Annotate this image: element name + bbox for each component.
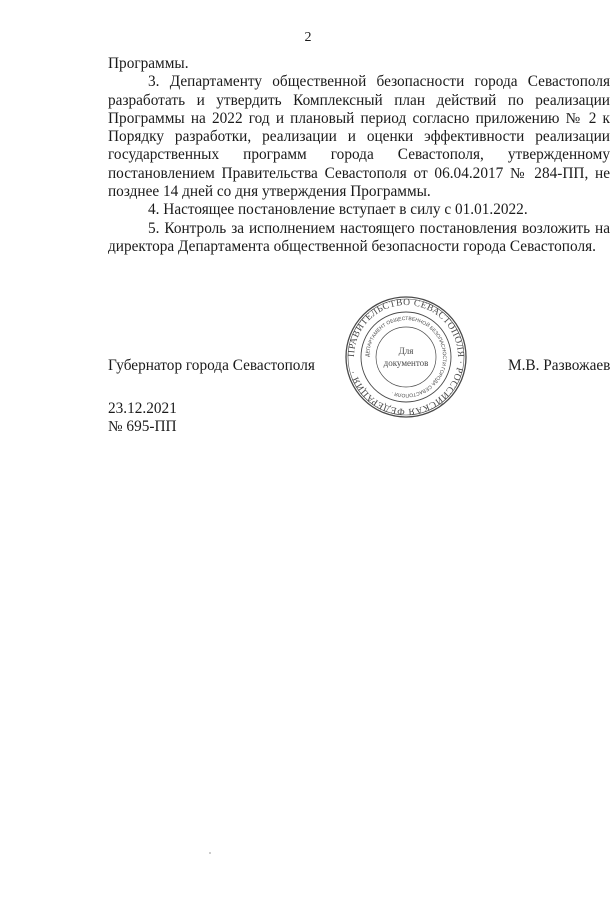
document-meta <box>108 400 177 436</box>
paragraph-continuation: Программы. <box>108 55 189 72</box>
document-date: 23.12.2021 <box>108 400 177 417</box>
seal-center-line-1: Для <box>398 346 414 356</box>
seal-inner-text: ДЕПАРТАМЕНТ ОБЩЕСТВЕННОЙ БЕЗОПАСНОСТИ ГОРОДА СЕВАСТОПОЛЯ · <box>364 315 448 399</box>
document-body <box>108 55 610 256</box>
svg-text:ДЕПАРТАМЕНТ ОБЩЕСТВЕННОЙ БЕЗОП <box>365 316 447 398</box>
official-seal-icon <box>342 296 470 418</box>
signatory-name: М.В. Развожаев <box>508 357 611 374</box>
paragraph-item-4: 4. Настоящее постановление вступает в силу с 01.01.2022. <box>148 201 528 219</box>
document-number: № 695-ПП <box>108 418 177 435</box>
scan-speck <box>209 852 211 854</box>
paragraph-item-5: 5. Контроль за исполнением настоящего постановления возложить на директора Департамента общественной безопасности города Севастополя. <box>108 219 610 255</box>
paragraph-item-3: 3. Департаменту общественной безопасности города Севастополя разработать и утвердить Комплексный план действий по реализации Программы на 2022 год и плановый период согласно приложению № 2 к Порядку разработки, реализации и оценки эффективности реализации государственных программ города Севастополя, утвержденному постановлением Правительства Севастополя от 06.04.2017 № 284-ПП, не позднее 14 дней со дня утверждения Программы. <box>108 73 610 201</box>
page-number: 2 <box>304 30 312 45</box>
signatory-title: Губернатор города Севастополя <box>108 357 315 374</box>
seal-outer-text: ПРАВИТЕЛЬСТВО СЕВАСТОПОЛЯ · РОССИЙСКАЯ ФЕДЕРАЦИЯ · <box>346 297 466 417</box>
seal-center-line-2: документов <box>383 358 429 368</box>
